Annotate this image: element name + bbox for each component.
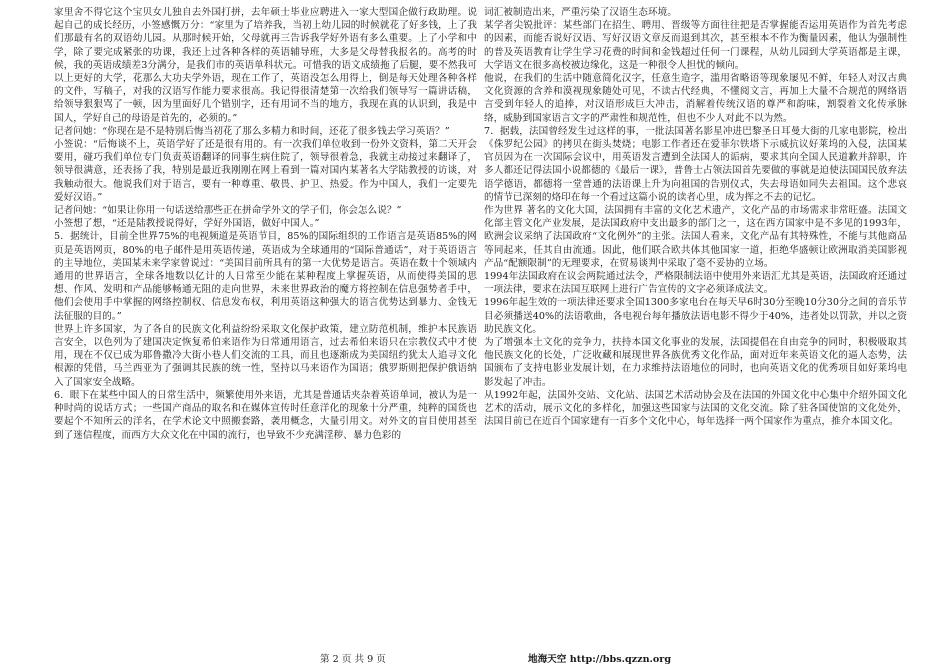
footer-site: 地海天空 http://bbs.qzzn.org (528, 654, 672, 665)
right-paragraph-4: 7．据载，法国曾经发生过这样的事，一批法国著名影星冲进巴黎圣日耳曼大街的几家电影院，检出《侏罗纪公园》的拷贝在街头焚烧；电影工作者还在爱菲尔铁塔下示威抗议好莱坞的入侵，法国某官员因为在一次国际会议中，用英语发言遭到全法国人的诟病，要求其向全国人民道歉并辞职，许多人都还记得法国小说都德的《最后一课》，普鲁士占领法国首先要做的事就是迫使法国国民放弃法语学德语，都德将一堂普通的法语课上升为向祖国的告别仪式，失去母语如同失去祖国。这个悲哀的情节已深刻的烙印在每一个看过这篇小说的读者心里，成为挥之不去的记忆。 (484, 125, 907, 203)
left-paragraph-7: 世界上许多国家，为了各自的民族文化利益纷纷采取文化保护政策，建立防范机制，维护本民族语言安全，以色列为了建国决定恢复希伯来语作为日常通用语言，过去希伯来语只在宗教仪式中才使用，现在不仅已成为耶鲁撒冷大街小巷人们交流的工具，而且也逐渐成为美国纽约犹太人追寻文化根源的凭借，马兰西亚为了强调其民族的统一性，坚持以马来语作为国语；俄罗斯则把保护俄语纳入了国家安全战略。 (54, 323, 477, 388)
page-number: 第 2 页 共 9 页 (320, 654, 386, 665)
right-paragraph-9: 从1992年起，法国外交站、文化站、法国艺术活动协会及在法国的外国文化中心集中介绍外国文化艺术的活动，展示文化的多样化，加强这些国家与法国的文化交流。除了驻各国使馆的文化处外，法国目前已在近百个国家建有一百多个文化中心，每年选择一两个国家作为重点，推介本国文化。 (484, 389, 907, 428)
right-paragraph-1: 词汇被制造出来，严重污染了汉语生态环境。 (484, 7, 677, 18)
right-paragraph-8: 为了增强本土文化的竞争力，扶持本国文化事业的发展，法国提倡在自由竞争的同时，积极吸取其他民族文化的长处，广泛收藏和展现世界各族优秀文化作品，面对近年来英语文化的逼人态势，法国颁布了支持电影业发展计划，在力求维持法语地位的同时，也向英语文化的优秀项目如好莱坞电影发起了冲击。 (484, 337, 907, 388)
right-paragraph-2: 某学者尖锐批评：某些部门在招生、聘用、晋级等方面往往把是否掌握能否运用英语作为首先考虑的因素，而能否说好汉语、写好汉语文章反而退到其次，甚至根本不作为衡量因素，他认为强制性的普及英语教育让学生学习花费的时间和金钱超过任何一门课程，从幼儿园到大学英语都是主课，大学语文在很多高校被边缘化，这是一种很令人担忧的倾向。 (484, 20, 907, 71)
left-paragraph-2: 记者问她：“你现在是不是特别后悔当初花了那么多精力和时间，还花了很多钱去学习英语？” (54, 125, 450, 137)
left-paragraph-1: 家里舍不得它这个宝贝女儿独自去外国打拼，去年硕士毕业应聘进入一家大型国企做行政助理。说起自己的成长经历，小签感慨万分：“家里为了培养我，当初上幼儿园的时候就花了好多钱，上了我们那最有名的双语幼儿园。从那时候开始，父母就再三告诉我学好外语有多么重要。上了小学和中学，除了要完成紧张的功课，我还上过各种各样的英语辅导班，大多是父母替我报名的。高考的时候，我的英语成绩差3分满分，是我们市的英语单科状元。可惜我的语文成绩拖了后腿，要不然我可以上更好的大学，花那么大功夫学外语，现在工作了，英语没怎么用得上，倒是每天处理各种各样的文件，写稿子，对我的汉语写作能力要求很高。我记得很清楚第一次给我们领导写一篇讲话稿，给领导狠狠骂了一顿，因为里面好几个错别字，还有用词不当的地方，我现在真的认识到，我是中国人，学好自己的母语是首先的，必须的。” (54, 7, 477, 124)
left-paragraph-6: 5．据统计，目前全世界75%的电视频道是英语节目，85%的国际组织的工作语言是英语85%的网页是英语网页，80%的电子邮件是用英语传递，英语成为全球通用的“国际普通话”，对于英语语言的主导地位，美国某未来学家曾说过：“美国目前所具有的第一大优势是语言。英语在数十个领域内通用的世界语言，全球各地数以亿计的人日常至少能在某种程度上掌握英语，从而使得美国的思想、作风、发明和产品能够畅通无阻的走向世界，未来世界政治的魔方将控制在信息强势者手中，他们会使用手中掌握的网络控制权、信息发布权，利用英语这种强大的语言优势达到暴力、金钱无法征服的目的。” (54, 231, 477, 322)
right-paragraph-6: 1994年法国政府在议会两院通过法令，严格限制法语中使用外来语汇尤其是英语，法国政府还通过一项法律，要求在法国互联网上进行广告宣传的文字必须译成法文。 (484, 271, 907, 296)
right-paragraph-5: 作为世界 著名的文化大国，法国拥有丰富的文化艺术遗产，文化产品的市场需求非常旺盛。法国文化部主管文化产业发展，是法国政府中支出最多的部门之一，这在西方国家中是不多见的1993年，欧洲会议采纳了法国政府“文化例外”的主张。法国人看来，文化产品有其特殊性，不能与其他商品等同起来，任其自由流通。因此，他们联合欧共体其他国家一道，拒绝华盛顿让欧洲取消美国影视产品“配额限制”的无理要求，在贸易谈判中采取了毫不妥协的立场。 (484, 205, 907, 269)
right-column (484, 6, 907, 429)
left-paragraph-8: 6．眼下在某些中国人的日常生活中，频繁使用外来语，尤其是普通话夹杂着英语单词，被认为是一种时尚的说话方式；一些国产商品的取名和在媒体宣传时任意洋化的现象十分严重，纯粹的国货也要起个不知所云的洋名，在学术论文中照搬套路，袭用概念，大量引用文。对外文的盲目使用甚至到了迷信程度，而西方大众文化在中国的流行，也导致不少充满淫秽、暴力色彩的 (54, 389, 477, 441)
right-paragraph-3: 他说，在我们的生活中随意简化汉字，任意生造字，滥用省略语等现象屡见不鲜，年轻人对汉古典文化资源的含养和漠视现象随处可见，不读古代经典，不懂阅文言，再加上大量不合规范的网络语言受到年轻人的追捧，对汉语形成巨大冲击，消解着传统汉语的尊严和韵味，割裂着文化传承脉络，威胁到国家语言文字的严肃性和规范性，但也不少人对此不以为然。 (484, 73, 907, 124)
right-paragraph-7: 1996年起生效的一项法律还要求全国1300多家电台在每天早6时30分至晚10分30分之间的音乐节目必须播送40%的法语歌曲，各电视台每年播放法语电影不得少于40%，违者处以罚款，并以之资助民族文化。 (484, 297, 907, 335)
left-paragraph-3: 小签说：“后悔谈不上，英语学好了还是很有用的。有一次我们单位收到一份外文资料，第二天开会要用，碰巧我们单位专门负责英语翻译的同事生病住院了，领导很着急，我就主动接过来翻译了，领导很满意，还表扬了我，特别是最近我刚刚在网上看到一篇对国内某著名大学陆教授的访谈，对我触动很大。他说我们对于语言，要有一种尊重、敬畏、护卫、热爱。作为中国人，我们一定要先爱好汉语。” (54, 139, 477, 203)
left-paragraph-4: 记者问她：“如果让你用一句话送给那些正在拼命学外文的学子们，你会怎么说？” (54, 205, 402, 217)
left-column (54, 6, 477, 442)
left-paragraph-5: 小签想了想，“还是陆教授说得好，学好外国语，做好中国人。” (54, 218, 320, 230)
